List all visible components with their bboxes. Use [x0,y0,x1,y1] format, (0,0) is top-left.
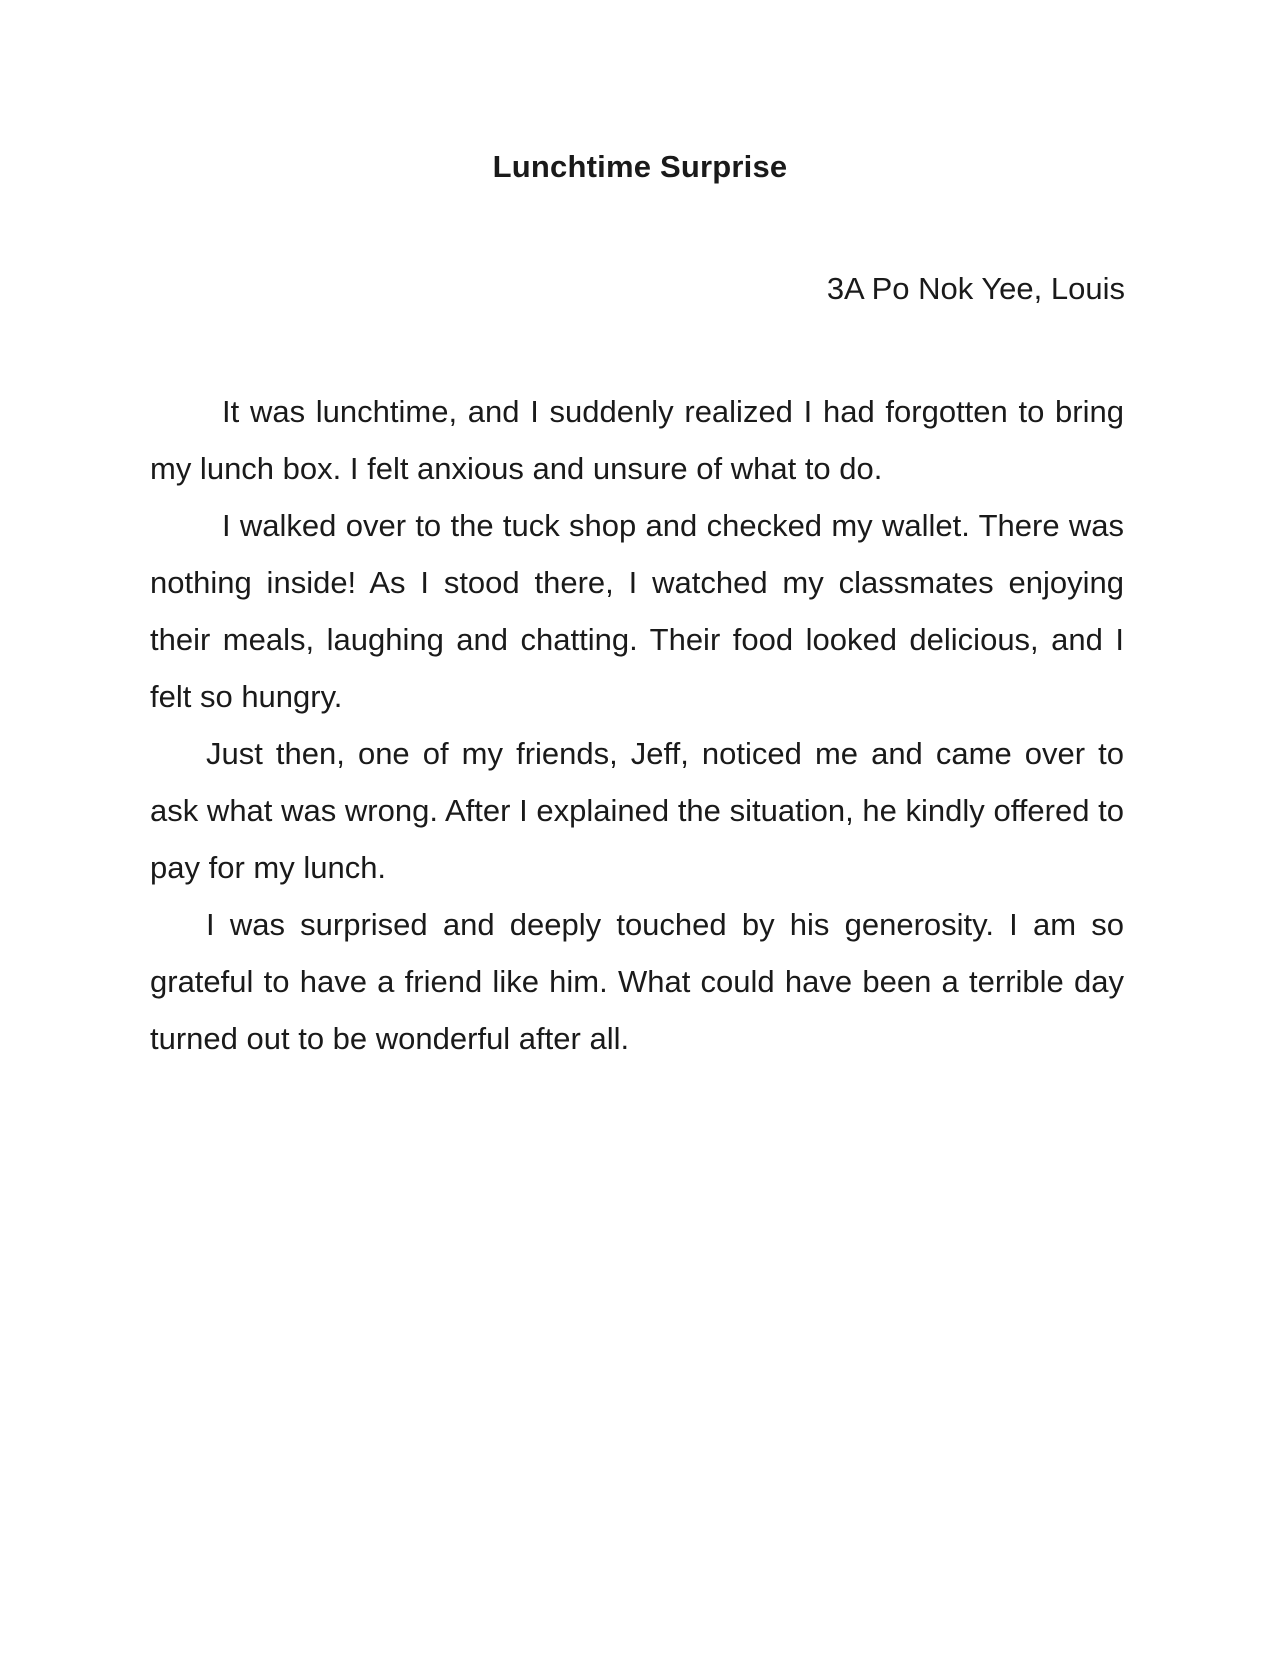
paragraph-4: I was surprised and deeply touched by his generosity. I am so grateful to have a friend like him. What could have been a terrible day turned out to be wonderful after all. [150,907,1124,1056]
essay-body [150,383,1124,1067]
paragraph-2: I walked over to the tuck shop and checked my wallet. There was nothing inside! As I stood there, I watched my classmates enjoying their meals, laughing and chatting. Their food looked delicious, and I felt so hungry. [150,508,1124,714]
author-line: 3A Po Nok Yee, Louis [826,271,1125,306]
document-title: Lunchtime Surprise [492,149,788,184]
paragraph-1: It was lunchtime, and I suddenly realized I had forgotten to bring my lunch box. I felt anxious and unsure of what to do. [150,394,1124,486]
paragraph-3: Just then, one of my friends, Jeff, noticed me and came over to ask what was wrong. After I explained the situation, he kindly offered to pay for my lunch. [150,736,1124,885]
